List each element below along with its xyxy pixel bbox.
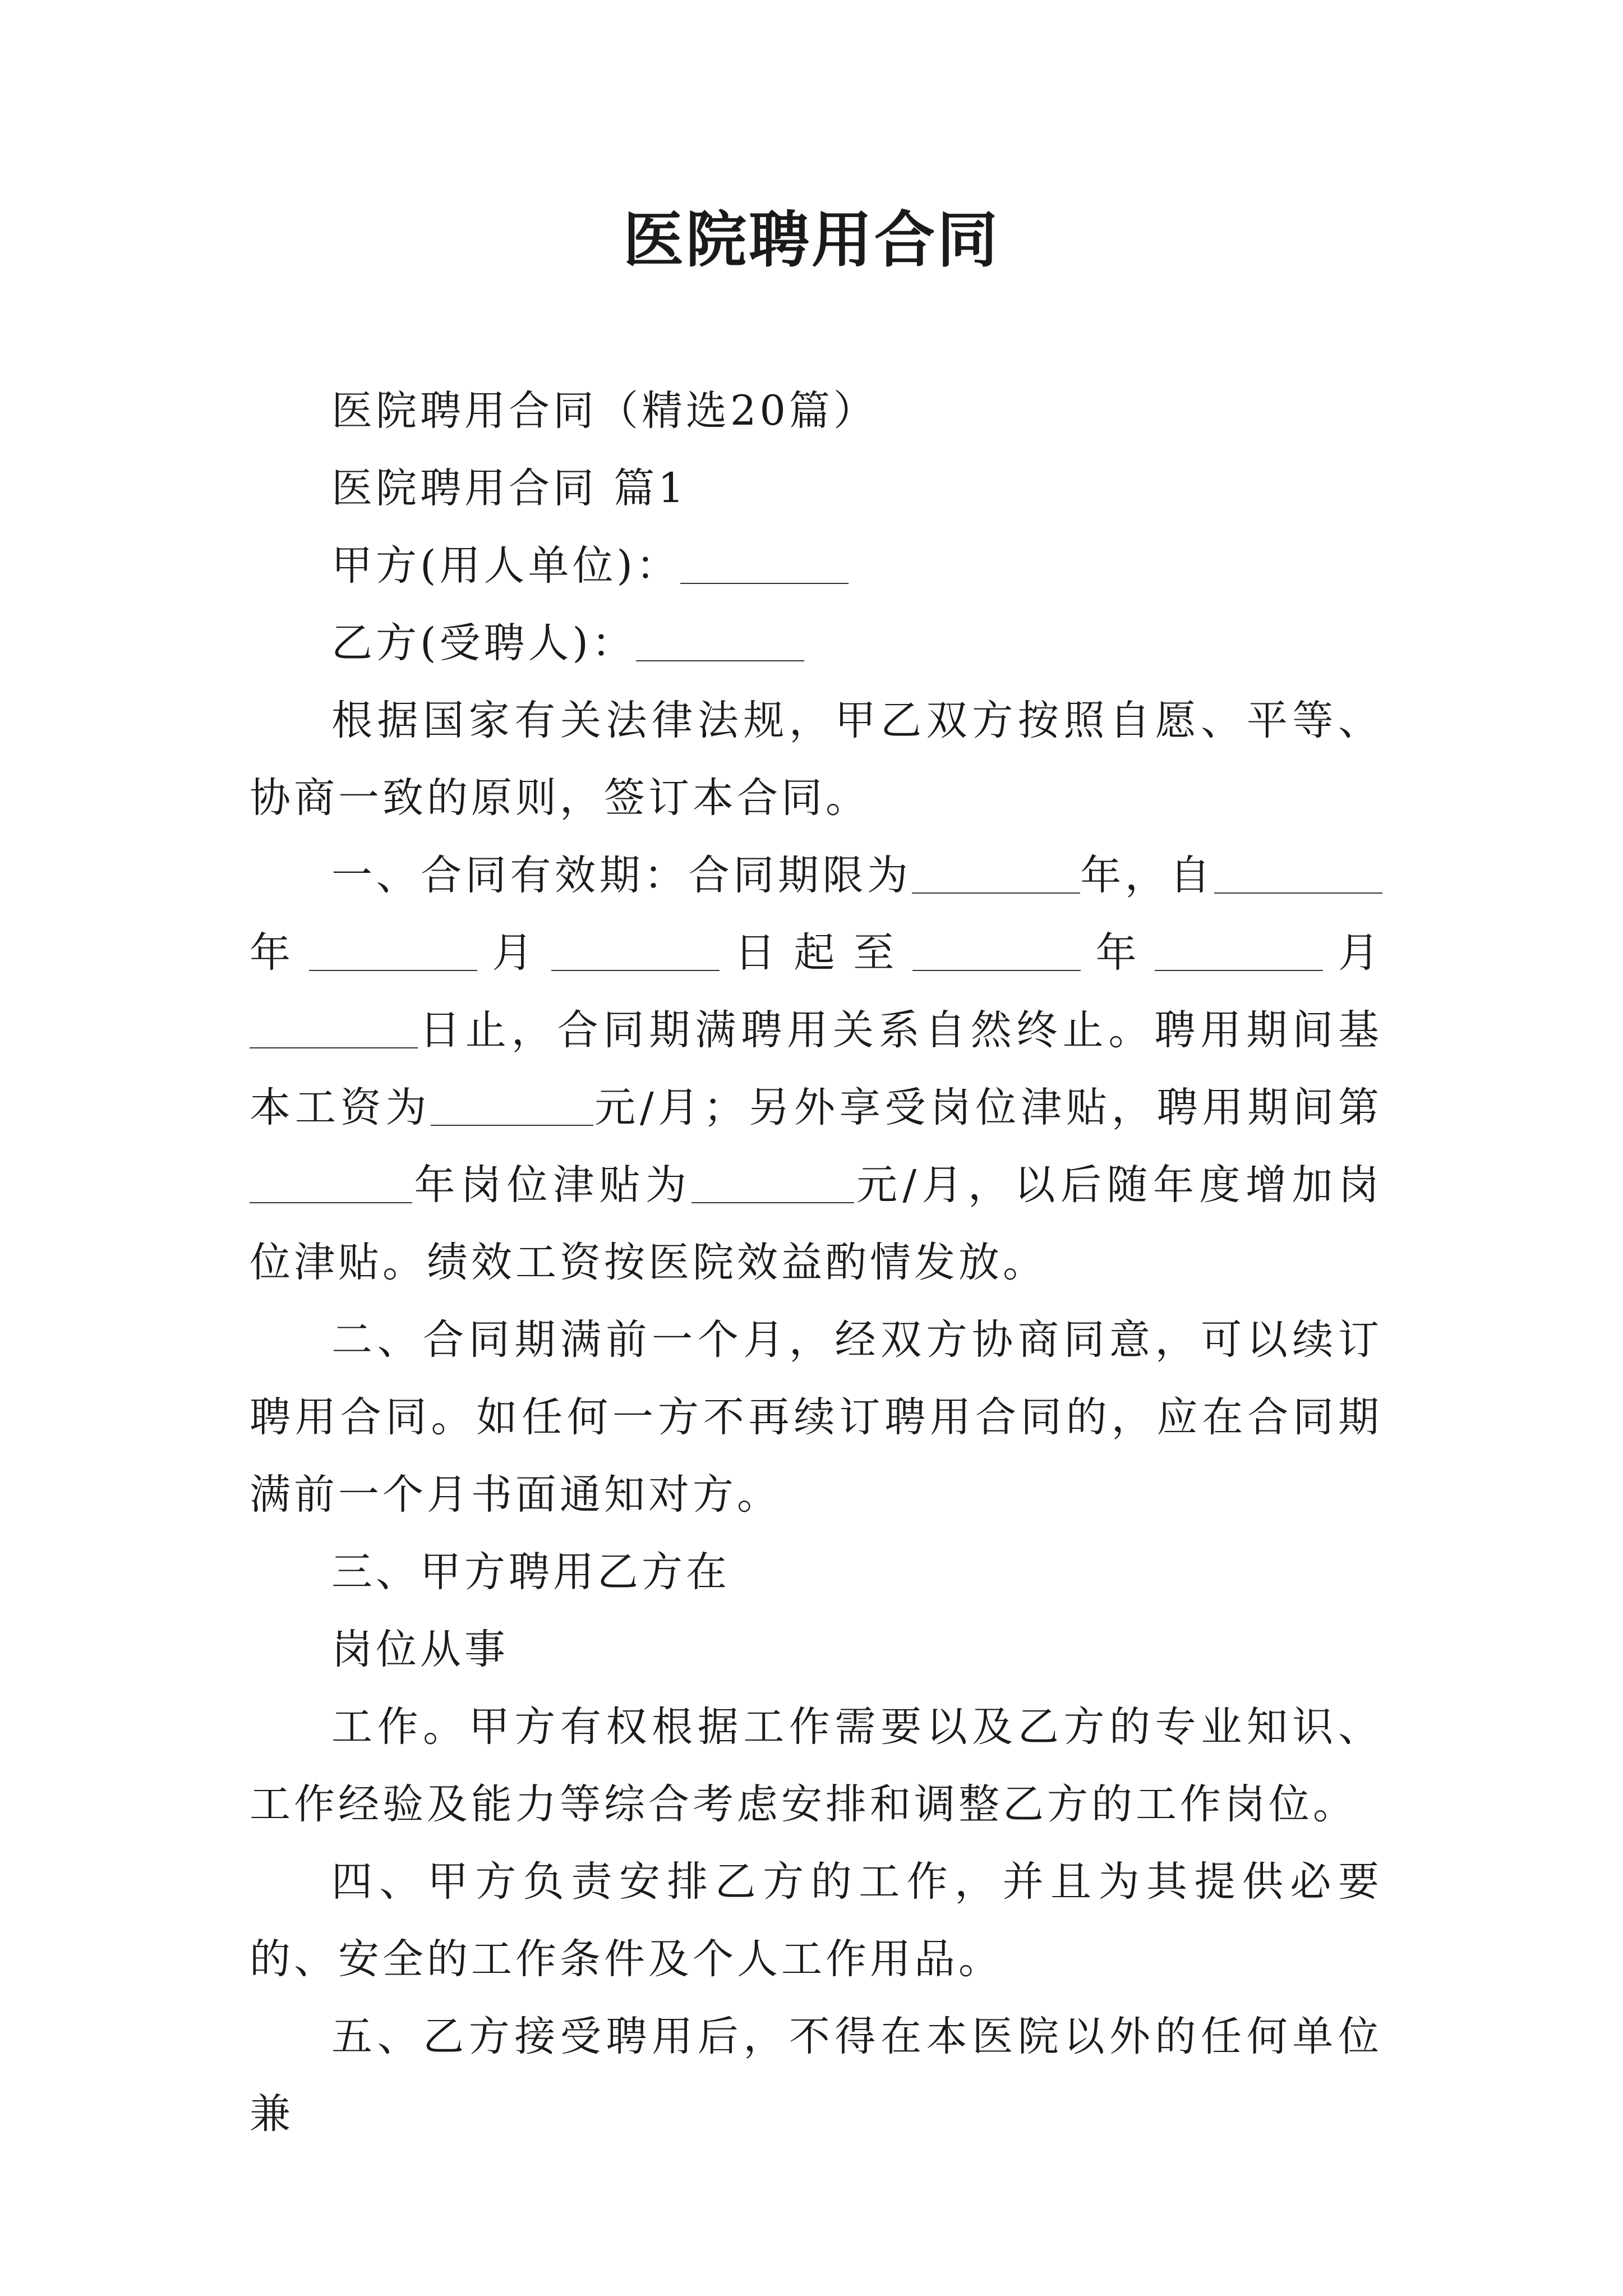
preamble-paragraph: 根据国家有关法律法规，甲乙双方按照自愿、平等、协商一致的原则，签订本合同。 (250, 697, 1382, 822)
clause-1-text: 月 (477, 929, 552, 977)
base-salary-blank (431, 1084, 593, 1126)
party-a-line (250, 527, 1382, 605)
clause-3-line-1: 三、甲方聘用乙方在 (331, 1548, 730, 1596)
clause-1-text: 年 (1080, 929, 1155, 977)
end-day-blank (250, 1006, 418, 1048)
party-b-blank (636, 619, 804, 661)
party-a-blank (680, 542, 849, 584)
clause-1-text: 日起至 (720, 929, 912, 977)
clause-1-text: 年岗位津贴为 (412, 1161, 692, 1209)
start-day-blank (551, 929, 720, 971)
party-b-line (250, 605, 1382, 682)
party-b-label: 乙方(受聘人)： (331, 619, 636, 667)
document-title: 医院聘用合同 (623, 205, 1000, 275)
section-heading: 医院聘用合同 篇1 (331, 464, 688, 512)
clause-1-text: 元/月；另外享受岗位津贴，聘用期间第 (593, 1084, 1382, 1131)
clause-3-line-2: 岗位从事 (331, 1626, 509, 1673)
clause-1-text: 年 (250, 929, 309, 977)
clause-1-paragraph (250, 837, 1382, 1301)
start-month-blank (309, 929, 477, 971)
clause-1-text: 年，自 (1080, 852, 1215, 899)
document-body (250, 372, 1382, 2153)
allowance-amount-blank (691, 1161, 854, 1203)
start-year-blank (1214, 852, 1382, 894)
clause-1-text: 元/月，以后随年度增加岗位津贴。绩效工资按医院效益酌情发放。 (250, 1161, 1382, 1286)
clause-3-paragraph: 工作。甲方有权根据工作需要以及乙方的专业知识、工作经验及能力等综合考虑安排和调整乙方的工作岗位。 (250, 1703, 1382, 1828)
clause-2-paragraph: 二、合同期满前一个月，经双方协商同意，可以续订聘用合同。如任何一方不再续订聘用合同的，应在合同期满前一个月书面通知对方。 (250, 1316, 1382, 1519)
end-month-blank (1155, 929, 1323, 971)
document-subtitle: 医院聘用合同（精选20篇） (331, 387, 878, 435)
clause-5-paragraph: 五、乙方接受聘用后，不得在本医院以外的任何单位兼 (250, 2013, 1382, 2138)
clause-1-text: 月 (1323, 929, 1383, 977)
clause-1-text: 一、合同有效期：合同期限为 (331, 852, 912, 899)
contract-term-blank (912, 852, 1080, 894)
party-a-label: 甲方(用人单位)： (331, 542, 680, 590)
allowance-year-blank (250, 1161, 412, 1203)
end-year-blank (912, 929, 1081, 971)
clause-1-text: 日止，合同期满聘用关系自然终止。聘用期间基本工资为 (250, 1006, 1382, 1131)
clause-4-paragraph: 四、甲方负责安排乙方的工作，并且为其提供必要的、安全的工作条件及个人工作用品。 (250, 1858, 1382, 1983)
